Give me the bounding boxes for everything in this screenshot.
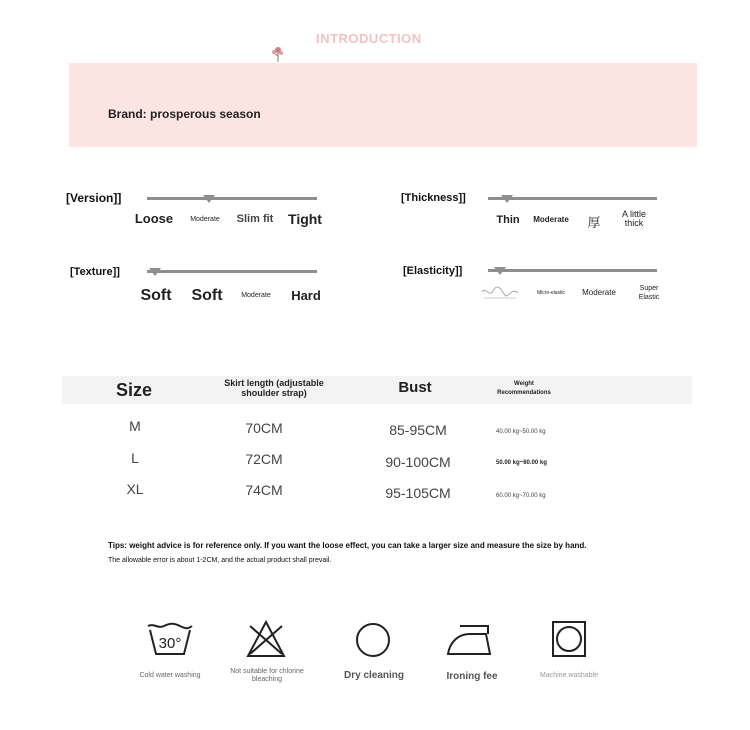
dry-clean-icon [354,621,392,659]
row-m-length: 70CM [245,420,283,436]
care-label-no-bleach: Not suitable for chlorine bleaching [230,668,304,683]
elasticity-pointer [494,267,506,275]
elasticity-track [488,269,657,272]
texture-option-soft-2: Soft [191,287,223,304]
thickness-option-thick-char: 厚 [587,216,601,231]
row-xl-size: XL [126,481,144,497]
header-weight: Weight Recommendations [497,381,551,396]
thickness-label: [Thickness]] [401,192,466,204]
brand-banner [69,63,697,147]
header-skirt-length: Skirt length (adjustable shoulder strap) [224,378,324,398]
wash-30-icon [146,620,194,660]
row-l-size: L [131,450,139,466]
texture-option-hard: Hard [291,288,321,303]
version-track [147,197,317,200]
row-m-bust: 85-95CM [389,422,447,438]
row-l-length: 72CM [245,451,283,467]
version-label: [Version]] [66,191,122,205]
header-size: Size [115,380,153,400]
texture-label: [Texture]] [70,266,120,278]
texture-option-moderate: Moderate [241,292,271,299]
wash-temp-glyph: 30° [158,635,182,652]
texture-option-soft-1: Soft [140,287,172,304]
care-label-dry-clean: Dry cleaning [343,670,405,681]
elasticity-scribble-icon [480,282,520,302]
row-xl-bust: 95-105CM [385,485,451,501]
row-m-size: M [129,418,141,434]
row-xl-weight: 60.00 kg~70.00 kg [496,493,546,499]
thickness-track [488,197,657,200]
care-label-machine-washable: Machine washable [540,672,598,679]
flower-icon [268,44,288,64]
version-option-slim-fit: Slim fit [236,213,274,225]
version-pointer [203,195,215,203]
elasticity-option-moderate: Moderate [582,288,616,297]
iron-icon [446,622,494,658]
thickness-option-moderate: Moderate [533,215,569,224]
header-bust: Bust [398,379,432,396]
care-label-ironing: Ironing fee [446,671,498,682]
elasticity-option-super-elastic: Super Elastic [638,285,660,301]
tips-line-1: Tips: weight advice is for reference only. If you want the loose effect, you can take a larger size and measure the size by hand. [108,541,587,550]
texture-pointer [149,268,161,276]
version-option-moderate: Moderate [190,216,220,223]
version-option-loose: Loose [134,211,174,226]
brand-text: Brand: prosperous season [108,107,261,121]
page-title: INTRODUCTION [316,31,422,46]
row-l-weight: 50.00 kg~60.00 kg [496,460,547,466]
thickness-pointer [501,195,513,203]
row-l-bust: 90-100CM [385,454,451,470]
elasticity-label: [Elasticity]] [403,265,463,277]
thickness-option-thin: Thin [496,214,520,226]
no-bleach-icon [244,618,288,660]
thickness-option-a-little-thick: A little thick [621,209,646,228]
tumble-dry-icon [551,620,587,658]
version-option-tight: Tight [288,211,322,227]
tips-line-2: The allowable error is about 1-2CM, and the actual product shall prevail. [108,557,332,564]
texture-track [147,270,317,273]
care-label-cold-wash: Cold water washing [139,672,201,679]
row-m-weight: 40.00 kg~50.00 kg [496,429,546,435]
row-xl-length: 74CM [245,482,283,498]
elasticity-option-micro-elastic: Micro-elastic [536,290,566,296]
